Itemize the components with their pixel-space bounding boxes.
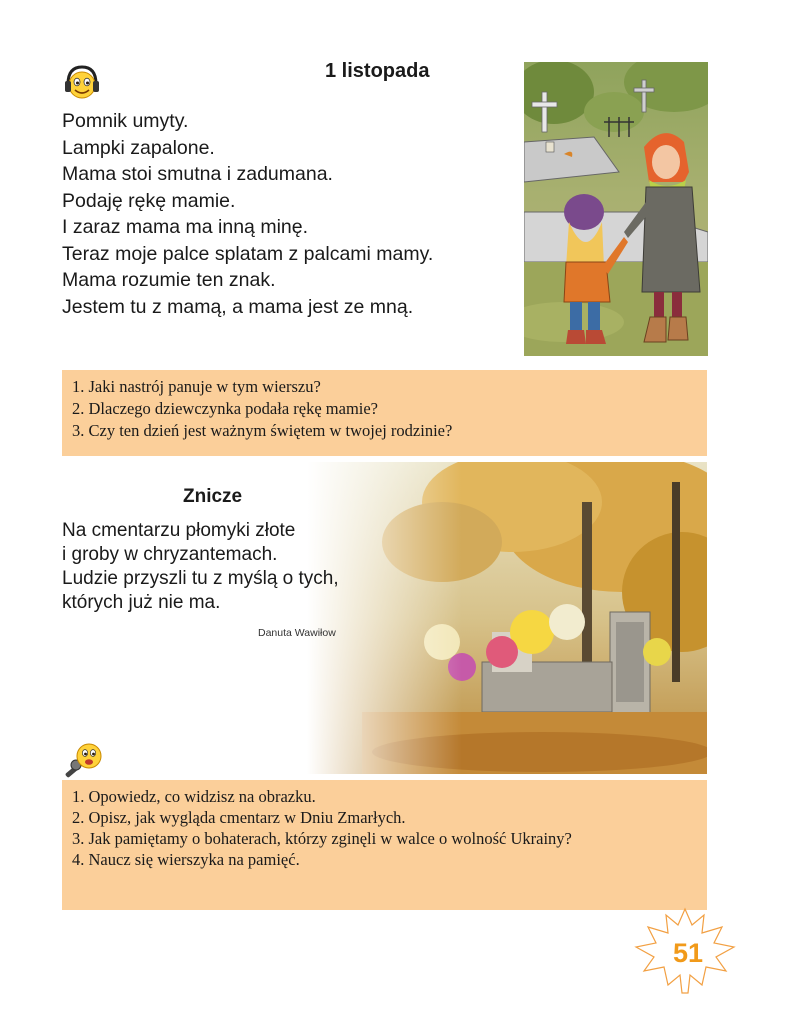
poem-line: Na cmentarzu płomyki złote [62,520,296,541]
poem-author: Danuta Wawiłow [258,627,336,639]
autumn-cemetery-photo [62,462,707,774]
page-number-badge [630,905,740,995]
poem-line: których już nie ma. [62,592,221,613]
question-item: 3. Czy ten dzień jest ważnym świętem w twojej rodzinie? [72,421,453,440]
questions-box [62,370,707,456]
poem-line: I zaraz mama ma inną minę. [62,216,309,238]
question-item: 2. Dlaczego dziewczynka podała rękę mamie? [72,399,379,418]
poem-line: Jestem tu z mamą, a mama jest ze mną. [62,295,414,318]
poem-line: Mama rozumie ten znak. [62,269,276,291]
poem-line: Mama stoi smutna i zadumana. [62,163,333,185]
page-number: 51 [672,937,704,968]
poem-text [62,108,433,320]
mother-daughter-cemetery-illustration [524,62,708,356]
poem-title: 1 listopada [325,60,430,82]
poem-line: Lampki zapalone. [62,136,215,159]
headphones-smiley-icon [62,62,102,102]
question-item: 2. Opisz, jak wygląda cmentarz w Dniu Zmarłych. [72,808,406,827]
microphone-smiley-icon [62,740,106,780]
questions-box [62,780,707,910]
question-item: 1. Opowiedz, co widzisz na obrazku. [72,787,316,806]
poem-line: Teraz moje palce splatam z palcami mamy. [62,242,434,265]
poem-line: Podaję rękę mamie. [62,189,236,212]
poem-title: Znicze [183,486,243,507]
poem-text [62,519,339,615]
question-item: 4. Naucz się wierszyka na pamięć. [72,850,300,869]
poem-line: Ludzie przyszli tu z myślą o tych, [62,568,339,589]
question-item: 3. Jak pamiętamy o bohaterach, którzy zginęli w walce o wolność Ukrainy? [72,829,572,848]
question-item: 1. Jaki nastrój panuje w tym wierszu? [72,377,321,396]
poem-line: i groby w chryzantemach. [62,544,278,565]
poem-line: Pomnik umyty. [62,110,189,132]
